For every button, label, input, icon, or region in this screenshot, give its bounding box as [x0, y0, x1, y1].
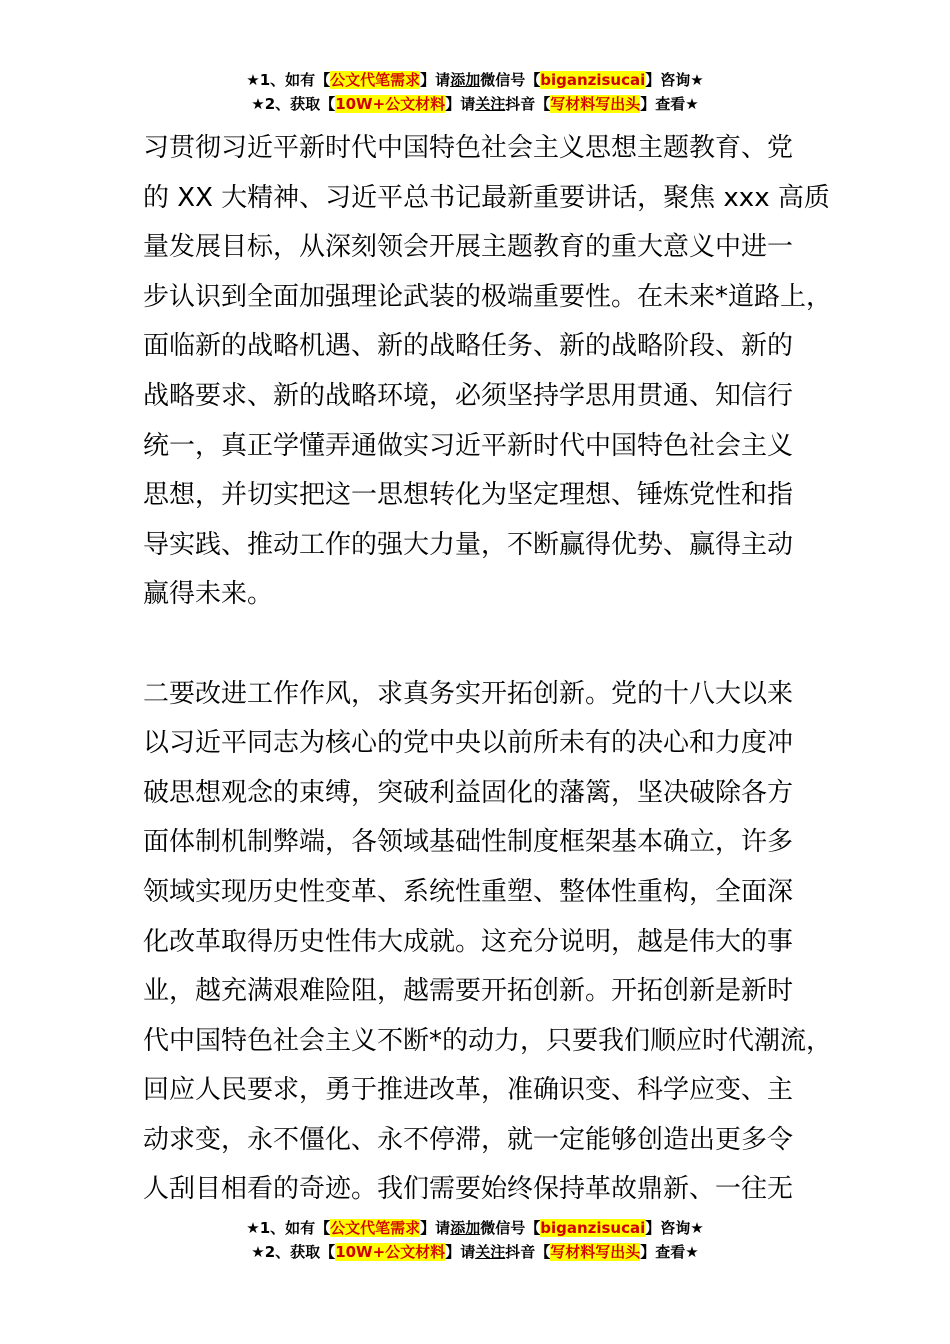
banner-line-1: [0, 68, 950, 92]
text-line: 回应人民要求，勇于推进改革，准确识变、科学应变、主: [143, 1075, 794, 1106]
banner-text: 微信号【: [480, 71, 541, 89]
text-line: 业，越充满艰难险阻，越需要开拓创新。开拓创新是新时: [143, 976, 794, 1007]
banner-text: 】咨询★: [645, 1219, 704, 1237]
paragraph-spacer: [143, 620, 833, 670]
underlined-follow-text: 关注: [475, 95, 506, 113]
highlight-materials-label: 10W+公文材料: [335, 1243, 446, 1261]
text-line: 代中国特色社会主义不断*的动力，只要我们顺应时代潮流，: [143, 1025, 833, 1056]
banner-line-2: [0, 1240, 950, 1264]
banner-text: 】请: [420, 1219, 451, 1237]
text-line: 习贯彻习近平新时代中国特色社会主义思想主题教育、党: [143, 133, 794, 163]
text-line: 化改革取得历史性伟大成就。这充分说明，越是伟大的事: [143, 926, 794, 957]
paragraph-1: [143, 124, 833, 620]
text-line: 面体制机制弊端，各领域基础性制度框架基本确立，许多: [143, 827, 794, 858]
star-icon-text: ★2、获取【: [251, 1243, 336, 1261]
header-banner: [0, 68, 950, 116]
text-line: 量发展目标，从深刻领会开展主题教育的重大意义中进一: [143, 232, 794, 263]
text-line: 动求变，永不僵化、永不停滞，就一定能够创造出更多令: [143, 1124, 794, 1155]
highlight-wechat-id: biganzisucai: [540, 71, 646, 89]
highlight-materials-label: 10W+公文材料: [335, 95, 446, 113]
star-icon-text: ★2、获取【: [251, 95, 336, 113]
underlined-add-text: 添加: [450, 71, 481, 89]
banner-text: 抖音【: [505, 95, 551, 113]
underlined-add-text: 添加: [450, 1219, 481, 1237]
banner-text: 】查看★: [640, 1243, 699, 1261]
text-line: 以习近平同志为核心的党中央以前所未有的决心和力度冲: [143, 728, 794, 759]
text-line: 二要改进工作作风，求真务实开拓创新。党的十八大以来: [143, 678, 794, 709]
text-line: 赢得未来。: [143, 579, 274, 610]
highlight-wechat-id: biganzisucai: [540, 1219, 646, 1237]
text-line: 统一，真正学懂弄通做实习近平新时代中国特色社会主义: [143, 430, 794, 461]
text-line: 步认识到全面加强理论武装的极端重要性。在未来*道路上，: [143, 281, 833, 312]
text-line: 破思想观念的束缚，突破利益固化的藩篱，坚决破除各方: [143, 777, 794, 808]
text-line: 面临新的战略机遇、新的战略任务、新的战略阶段、新的: [143, 331, 794, 362]
banner-text: 抖音【: [505, 1243, 551, 1261]
banner-line-1: [0, 1216, 950, 1240]
banner-text: 】请: [445, 1243, 476, 1261]
paragraph-2: [143, 670, 833, 1216]
document-body: [143, 124, 833, 1215]
highlight-service-label: 公文代笔需求: [330, 71, 421, 89]
text-line: 导实践、推动工作的强大力量，不断赢得优势、赢得主动: [143, 529, 794, 560]
banner-text: 】请: [420, 71, 451, 89]
banner-text: 】请: [445, 95, 476, 113]
highlight-douyin-account: 写材料写出头: [550, 95, 641, 113]
banner-text: 】查看★: [640, 95, 699, 113]
text-line: 领域实现历史性变革、系统性重塑、整体性重构，全面深: [143, 876, 794, 907]
star-icon-text: ★1、如有【: [246, 71, 331, 89]
underlined-follow-text: 关注: [475, 1243, 506, 1261]
text-line: 思想，并切实把这一思想转化为坚定理想、锤炼党性和指: [143, 480, 794, 511]
highlight-service-label: 公文代笔需求: [330, 1219, 421, 1237]
footer-banner: [0, 1216, 950, 1264]
highlight-douyin-account: 写材料写出头: [550, 1243, 641, 1261]
text-line: 人刮目相看的奇迹。我们需要始终保持革故鼎新、一往无: [143, 1174, 794, 1205]
banner-text: 】咨询★: [645, 71, 704, 89]
text-line: 战略要求、新的战略环境，必须坚持学思用贯通、知信行: [143, 380, 794, 411]
banner-text: 微信号【: [480, 1219, 541, 1237]
star-icon-text: ★1、如有【: [246, 1219, 331, 1237]
banner-line-2: [0, 92, 950, 116]
text-line: 的 XX 大精神、习近平总书记最新重要讲话，聚焦 xxx 高质: [143, 182, 830, 213]
